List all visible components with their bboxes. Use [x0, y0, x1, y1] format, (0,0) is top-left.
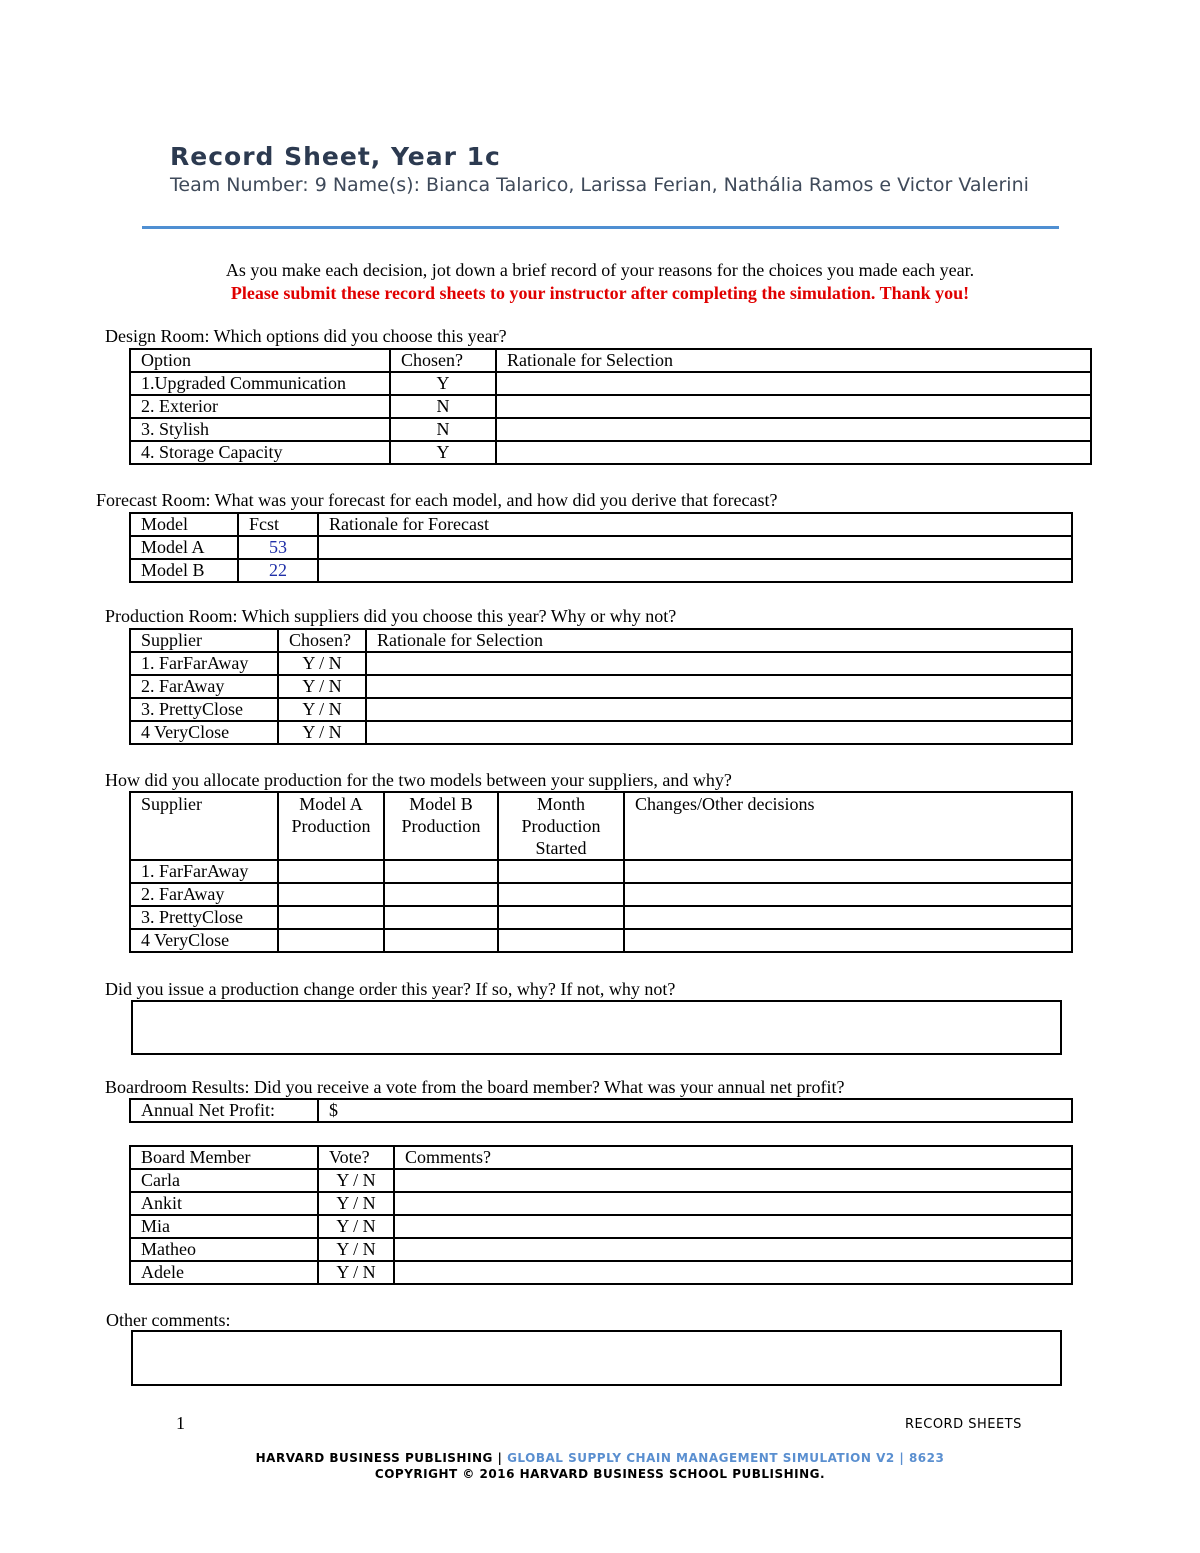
table-row	[130, 906, 1072, 929]
option-cell: 2. Exterior	[130, 395, 390, 418]
table-row	[130, 372, 1091, 395]
design-question: Design Room: Which options did you choose this year?	[105, 326, 507, 346]
table-row	[130, 441, 1091, 464]
comments-cell[interactable]	[394, 1261, 1072, 1284]
model-b-cell[interactable]	[384, 883, 498, 906]
supplier-cell: 1. FarFarAway	[130, 652, 278, 675]
supplier-cell: 1. FarFarAway	[130, 860, 278, 883]
model-b-cell[interactable]	[384, 906, 498, 929]
rationale-cell[interactable]	[496, 441, 1091, 464]
rationale-cell[interactable]	[366, 652, 1072, 675]
forecast-question: Forecast Room: What was your forecast for each model, and how did you derive that forecast?	[96, 490, 778, 510]
table-row	[130, 675, 1072, 698]
comments-cell[interactable]	[394, 1192, 1072, 1215]
boardroom-question: Boardroom Results: Did you receive a vote from the board member? What was your annual net profit?	[105, 1077, 845, 1097]
model-b-cell[interactable]	[384, 860, 498, 883]
option-cell: 3. Stylish	[130, 418, 390, 441]
month-cell[interactable]	[498, 883, 624, 906]
vote-cell[interactable]: Y / N	[318, 1215, 394, 1238]
page-title: Record Sheet, Year 1c	[170, 142, 501, 171]
table-row	[130, 395, 1091, 418]
table-row	[130, 1238, 1072, 1261]
chosen-cell[interactable]: Y / N	[278, 652, 366, 675]
net-profit-table	[129, 1098, 1073, 1123]
table-row	[130, 559, 1072, 582]
change-order-question: Did you issue a production change order this year? If so, why? If not, why not?	[105, 979, 676, 999]
vote-cell[interactable]: Y / N	[318, 1169, 394, 1192]
comments-cell[interactable]	[394, 1215, 1072, 1238]
table-header-cell: Option	[130, 349, 390, 372]
board-member-cell: Matheo	[130, 1238, 318, 1261]
board-member-cell: Carla	[130, 1169, 318, 1192]
chosen-cell[interactable]: Y / N	[278, 698, 366, 721]
production-question: Production Room: Which suppliers did you choose this year? Why or why not?	[105, 606, 677, 626]
table-row	[130, 721, 1072, 744]
model-cell: Model A	[130, 536, 238, 559]
table-header-cell: Model	[130, 513, 238, 536]
table-row	[130, 536, 1072, 559]
vote-cell[interactable]: Y / N	[318, 1192, 394, 1215]
footer-section-label: RECORD SHEETS	[905, 1417, 1022, 1432]
option-cell: 1.Upgraded Communication	[130, 372, 390, 395]
table-row	[130, 652, 1072, 675]
rationale-cell[interactable]	[366, 675, 1072, 698]
chosen-cell[interactable]: Y	[390, 372, 496, 395]
net-profit-label: Annual Net Profit:	[130, 1099, 318, 1122]
table-header-cell: Model B Production	[384, 792, 498, 860]
forecast-value-cell[interactable]: 53	[238, 536, 318, 559]
table-header-row	[130, 349, 1091, 372]
table-row	[130, 1099, 1072, 1122]
table-header-cell: Comments?	[394, 1146, 1072, 1169]
option-cell: 4. Storage Capacity	[130, 441, 390, 464]
table-header-cell: Rationale for Forecast	[318, 513, 1072, 536]
table-row	[130, 860, 1072, 883]
rationale-cell[interactable]	[366, 698, 1072, 721]
vote-cell[interactable]: Y / N	[318, 1261, 394, 1284]
comments-cell[interactable]	[394, 1169, 1072, 1192]
footer-publisher: HARVARD BUSINESS PUBLISHING |	[255, 1451, 508, 1465]
month-cell[interactable]	[498, 929, 624, 952]
model-cell: Model B	[130, 559, 238, 582]
board-member-cell: Ankit	[130, 1192, 318, 1215]
table-row	[130, 418, 1091, 441]
footer-sim: SIMULATION V2 | 8623	[778, 1451, 945, 1465]
supplier-cell: 4 VeryClose	[130, 929, 278, 952]
board-table	[129, 1145, 1073, 1285]
rationale-cell[interactable]	[496, 418, 1091, 441]
table-row	[130, 1169, 1072, 1192]
intro-notice: Please submit these record sheets to your instructor after completing the simulation. Thank you!	[230, 283, 970, 303]
chosen-cell[interactable]: N	[390, 395, 496, 418]
allocation-table	[129, 791, 1073, 953]
forecast-table	[129, 512, 1073, 583]
team-line: Team Number: 9 Name(s): Bianca Talarico, Larissa Ferian, Nathália Ramos e Victor Valerini	[170, 174, 1029, 196]
table-header-cell: Chosen?	[390, 349, 496, 372]
table-row	[130, 929, 1072, 952]
supplier-cell: 3. PrettyClose	[130, 906, 278, 929]
table-header-cell: Rationale for Selection	[496, 349, 1091, 372]
table-header-cell: Supplier	[130, 629, 278, 652]
changes-cell[interactable]	[624, 906, 1072, 929]
month-cell[interactable]	[498, 906, 624, 929]
table-header-row	[130, 792, 1072, 860]
rationale-cell[interactable]	[366, 721, 1072, 744]
rationale-cell[interactable]	[318, 559, 1072, 582]
changes-cell[interactable]	[624, 860, 1072, 883]
supplier-cell: 2. FarAway	[130, 675, 278, 698]
comments-cell[interactable]	[394, 1238, 1072, 1261]
table-header-row	[130, 513, 1072, 536]
page-number: 1	[176, 1413, 185, 1433]
footer-copyright: COPYRIGHT © 2016 HARVARD BUSINESS SCHOOL PUBLISHING.	[374, 1467, 826, 1481]
table-header-row	[130, 629, 1072, 652]
chosen-cell[interactable]: Y	[390, 441, 496, 464]
forecast-value-cell[interactable]: 22	[238, 559, 318, 582]
model-b-cell[interactable]	[384, 929, 498, 952]
table-header-cell: Chosen?	[278, 629, 366, 652]
footer-publisher-line	[0, 1451, 1200, 1465]
table-header-cell: Vote?	[318, 1146, 394, 1169]
change-order-answer-box[interactable]	[131, 1000, 1062, 1055]
design-table	[129, 348, 1092, 465]
rationale-cell[interactable]	[496, 395, 1091, 418]
table-row	[130, 883, 1072, 906]
table-row	[130, 1215, 1072, 1238]
table-header-cell: Fcst	[238, 513, 318, 536]
model-a-cell[interactable]	[278, 883, 384, 906]
table-header-cell: Rationale for Selection	[366, 629, 1072, 652]
model-a-cell[interactable]	[278, 860, 384, 883]
other-comments-box[interactable]	[131, 1330, 1062, 1386]
supplier-cell: 3. PrettyClose	[130, 698, 278, 721]
rationale-cell[interactable]	[496, 372, 1091, 395]
table-header-row	[130, 1146, 1072, 1169]
model-a-cell[interactable]	[278, 906, 384, 929]
header-divider	[142, 226, 1059, 229]
chosen-cell[interactable]: Y / N	[278, 721, 366, 744]
supplier-cell: 4 VeryClose	[130, 721, 278, 744]
month-cell[interactable]	[498, 860, 624, 883]
net-profit-value[interactable]: $	[318, 1099, 1072, 1122]
vote-cell[interactable]: Y / N	[318, 1238, 394, 1261]
changes-cell[interactable]	[624, 929, 1072, 952]
table-header-cell: Model A Production	[278, 792, 384, 860]
model-a-cell[interactable]	[278, 929, 384, 952]
supplier-cell: 2. FarAway	[130, 883, 278, 906]
table-header-cell: Supplier	[130, 792, 278, 860]
board-member-cell: Mia	[130, 1215, 318, 1238]
intro-text: As you make each decision, jot down a brief record of your reasons for the choices you made each year.	[225, 260, 975, 280]
chosen-cell[interactable]: Y / N	[278, 675, 366, 698]
changes-cell[interactable]	[624, 883, 1072, 906]
table-header-cell: Month Production Started	[498, 792, 624, 860]
chosen-cell[interactable]: N	[390, 418, 496, 441]
table-header-cell: Changes/Other decisions	[624, 792, 1072, 860]
board-member-cell: Adele	[130, 1261, 318, 1284]
other-comments-label: Other comments:	[106, 1310, 231, 1330]
table-row	[130, 1192, 1072, 1215]
table-row	[130, 698, 1072, 721]
rationale-cell[interactable]	[318, 536, 1072, 559]
production-table	[129, 628, 1073, 745]
allocation-question: How did you allocate production for the two models between your suppliers, and why?	[105, 770, 732, 790]
table-header-cell: Board Member	[130, 1146, 318, 1169]
footer-course: GLOBAL SUPPLY CHAIN MANAGEMENT	[507, 1451, 779, 1465]
table-row	[130, 1261, 1072, 1284]
